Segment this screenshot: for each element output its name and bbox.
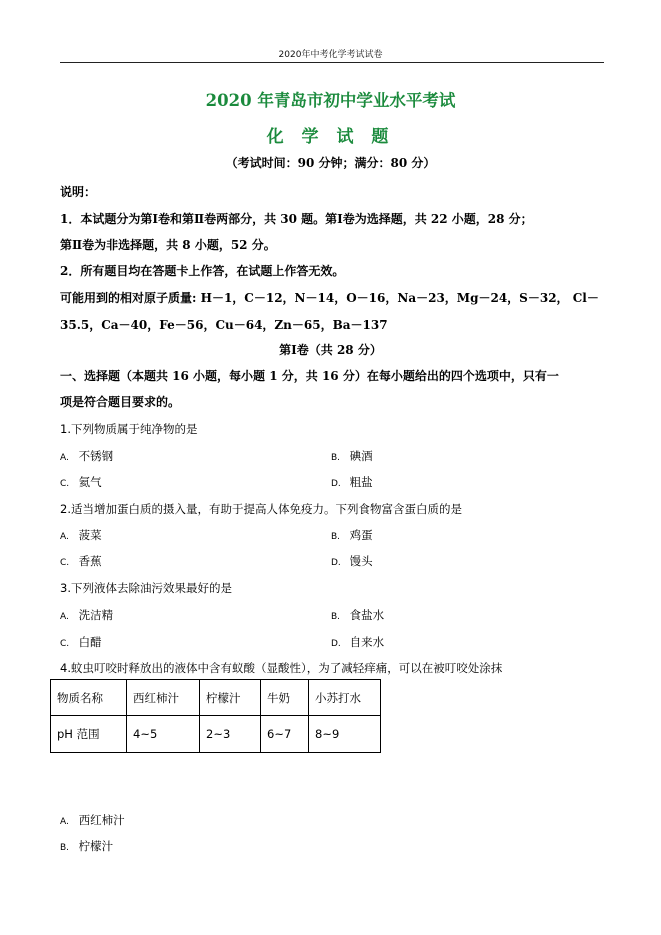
instruction-item-1-line-1: 1．本试题分为第Ⅰ卷和第Ⅱ卷两部分，共 30 题。第Ⅰ卷为选择题，共 22 小题，28 分； bbox=[60, 212, 533, 226]
question-4-stem: 4.蚊虫叮咬时释放出的液体中含有蚁酸（显酸性），为了减轻痒痛，可以在被叮咬处涂抹 bbox=[60, 661, 503, 675]
option-text: 柠檬汁 bbox=[78, 839, 114, 853]
part1-heading-line-1: 一、选择题（本题共 16 小题，每小题 1 分，共 16 分）在每小题给出的四个选项中，只有一 bbox=[60, 369, 559, 383]
question-3-option-c[interactable] bbox=[60, 634, 102, 650]
question-1-option-b[interactable] bbox=[331, 448, 373, 464]
table-cell: 物质名称 bbox=[51, 680, 127, 716]
exam-info: （考试时间：90 分钟；满分：80 分） bbox=[225, 156, 436, 170]
option-text: 自来水 bbox=[349, 635, 385, 649]
option-text: 洗洁精 bbox=[78, 608, 114, 622]
table-cell: 2~3 bbox=[200, 716, 261, 753]
table-header-row bbox=[51, 680, 381, 716]
table-cell: 西红柿汁 bbox=[127, 680, 200, 716]
option-text: 氦气 bbox=[78, 475, 102, 489]
option-label: D. bbox=[331, 479, 341, 489]
ph-table bbox=[50, 679, 381, 753]
option-label: B. bbox=[331, 532, 341, 542]
table-cell: 8~9 bbox=[309, 716, 381, 753]
option-text: 粗盐 bbox=[349, 475, 373, 489]
option-label: A. bbox=[60, 817, 69, 827]
subject-title: 化 学 试 题 bbox=[266, 127, 395, 147]
option-text: 西红柿汁 bbox=[78, 813, 125, 827]
question-2-option-b[interactable] bbox=[331, 527, 373, 543]
question-1-stem: 1.下列物质属于纯净物的是 bbox=[60, 422, 198, 436]
option-text: 白醋 bbox=[78, 635, 102, 649]
instructions-heading: 说明： bbox=[60, 185, 97, 199]
header-divider bbox=[60, 62, 604, 63]
atomic-mass-line-1: 可能用到的相对原子质量: H－1，C－12，N－14，O－16，Na－23，Mg－24，S－32， Cl－ bbox=[60, 291, 599, 305]
table-cell: 牛奶 bbox=[261, 680, 309, 716]
table-cell: 柠檬汁 bbox=[200, 680, 261, 716]
question-2-stem: 2.适当增加蛋白质的摄入量，有助于提高人体免疫力。下列食物富含蛋白质的是 bbox=[60, 502, 462, 516]
option-label: A. bbox=[60, 532, 69, 542]
question-3-option-a[interactable] bbox=[60, 607, 113, 623]
option-text: 香蕉 bbox=[78, 554, 102, 568]
question-1-option-d[interactable] bbox=[331, 474, 373, 490]
question-2-option-d[interactable] bbox=[331, 553, 373, 569]
option-text: 食盐水 bbox=[349, 608, 385, 622]
option-label: D. bbox=[331, 639, 341, 649]
option-text: 鸡蛋 bbox=[349, 528, 373, 542]
instruction-item-2: 2．所有题目均在答题卡上作答，在试题上作答无效。 bbox=[60, 264, 345, 278]
atomic-mass-line-2: 35.5，Ca－40，Fe－56，Cu－64，Zn－65，Ba－137 bbox=[60, 318, 388, 332]
question-2-option-a[interactable] bbox=[60, 527, 102, 543]
option-label: B. bbox=[331, 453, 341, 463]
question-1-option-c[interactable] bbox=[60, 474, 102, 490]
option-text: 菠菜 bbox=[78, 528, 102, 542]
option-label: B. bbox=[60, 843, 70, 853]
table-cell: 6~7 bbox=[261, 716, 309, 753]
option-label: C. bbox=[60, 639, 70, 649]
page-header: 2020年中考化学考试试卷 bbox=[278, 50, 383, 60]
option-label: D. bbox=[331, 558, 341, 568]
option-label: B. bbox=[331, 612, 341, 622]
table-cell: 小苏打水 bbox=[309, 680, 381, 716]
question-4-option-a[interactable] bbox=[60, 812, 125, 828]
option-text: 不锈钢 bbox=[78, 449, 114, 463]
table-cell: 4~5 bbox=[127, 716, 200, 753]
section-title: 第Ⅰ卷（共 28 分） bbox=[279, 343, 382, 357]
question-3-stem: 3.下列液体去除油污效果最好的是 bbox=[60, 581, 232, 595]
exam-title: 2020 年青岛市初中学业水平考试 bbox=[205, 91, 456, 110]
question-3-option-d[interactable] bbox=[331, 634, 384, 650]
question-2-option-c[interactable] bbox=[60, 553, 102, 569]
option-label: A. bbox=[60, 612, 69, 622]
instruction-item-1-line-2: 第Ⅱ卷为非选择题，共 8 小题，52 分。 bbox=[60, 238, 276, 252]
question-1-option-a[interactable] bbox=[60, 448, 113, 464]
table-row bbox=[51, 716, 381, 753]
option-label: C. bbox=[60, 479, 70, 489]
table-cell: pH 范围 bbox=[51, 716, 127, 753]
option-label: C. bbox=[60, 558, 70, 568]
option-label: A. bbox=[60, 453, 69, 463]
question-4-option-b[interactable] bbox=[60, 838, 113, 854]
question-3-option-b[interactable] bbox=[331, 607, 384, 623]
option-text: 碘酒 bbox=[349, 449, 373, 463]
option-text: 馒头 bbox=[349, 554, 373, 568]
part1-heading-line-2: 项是符合题目要求的。 bbox=[60, 395, 181, 409]
